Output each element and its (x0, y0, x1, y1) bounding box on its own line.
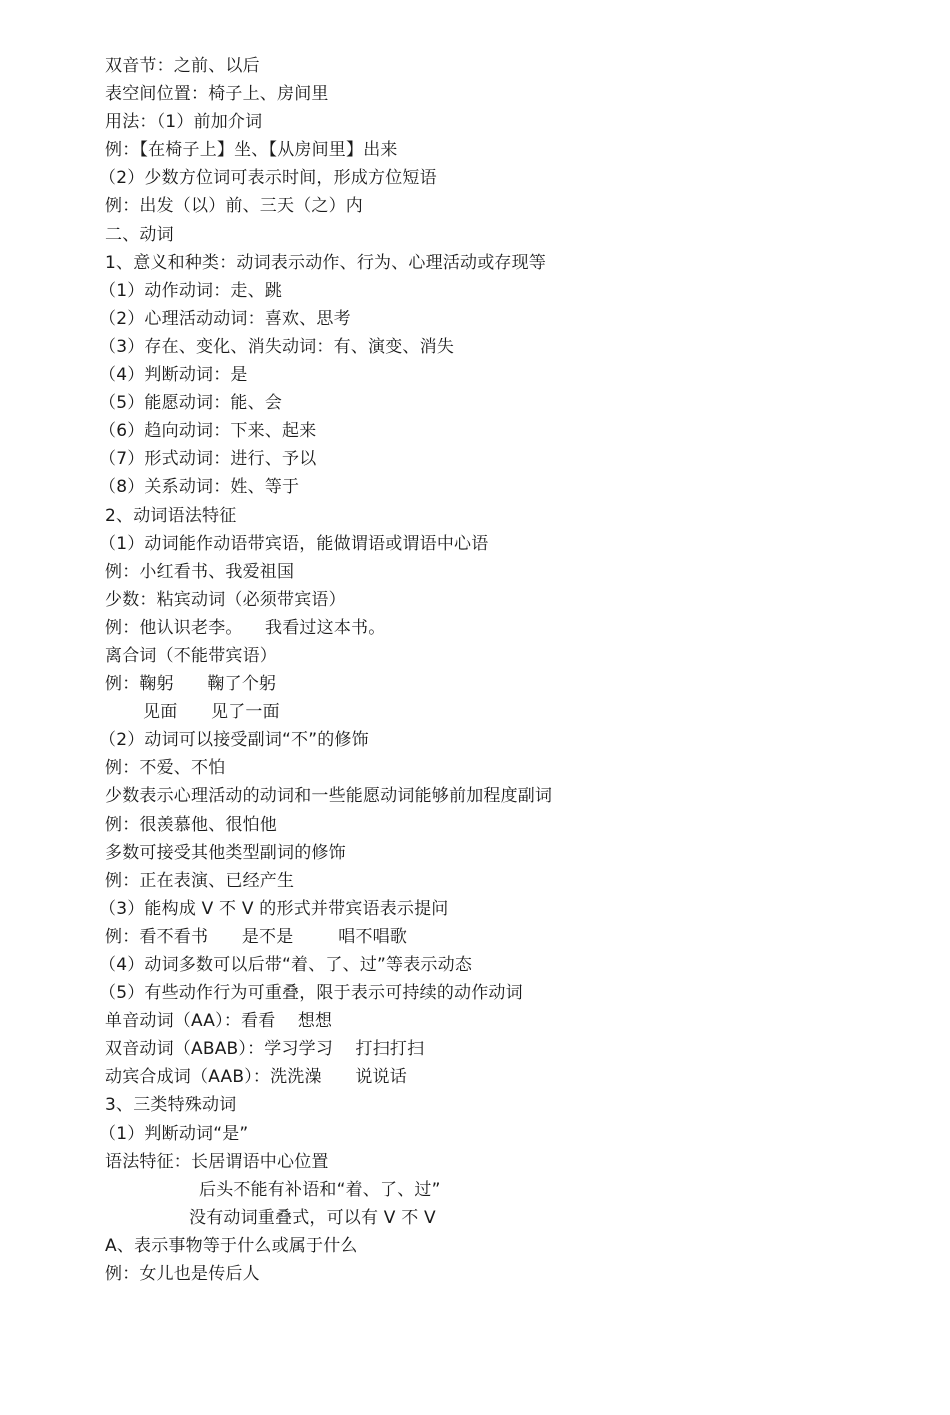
list-item: （4）判断动词：是 (99, 365, 248, 386)
text-line: 例：小红看书、我爱祖国 (105, 561, 295, 582)
subsection-heading: 2、动词语法特征 (105, 505, 237, 526)
text-line: 没有动词重叠式，可以有 V 不 V (189, 1207, 436, 1228)
text-line: 例：鞠躬 鞠了个躬 (105, 674, 277, 695)
text-line: 多数可接受其他类型副词的修饰 (105, 842, 346, 863)
text-line: 双音动词（ABAB）：学习学习 打扫打扫 (105, 1039, 425, 1060)
list-item: （2）动词可以接受副词“不”的修饰 (99, 730, 369, 751)
text-line: 例：很羡慕他、很怕他 (105, 814, 277, 835)
list-item: （6）趋向动词：下来、起来 (99, 421, 317, 442)
text-line: 少数：粘宾动词（必须带宾语） (105, 589, 346, 610)
text-line: 离合词（不能带宾语） (105, 645, 277, 666)
text-line: 见面 见了一面 (143, 702, 280, 723)
list-item: （1）动作动词：走、跳 (99, 280, 283, 301)
text-line: 用法：（1）前加介词 (105, 112, 263, 133)
list-item: （3）能构成 V 不 V 的形式并带宾语表示提问 (99, 898, 449, 919)
list-item: （5）有些动作行为可重叠，限于表示可持续的动作动词 (99, 983, 523, 1004)
list-item: （1）判断动词“是” (99, 1123, 249, 1144)
section-heading: 二、动词 (105, 224, 174, 245)
list-item: （4）动词多数可以后带“着、了、过”等表示动态 (99, 955, 473, 975)
text-line: 例：出发（以）前、三天（之）内 (105, 196, 363, 217)
text-line: 动宾合成词（AAB）：洗洗澡 说说话 (105, 1067, 407, 1088)
list-item: （3）存在、变化、消失动词：有、演变、消失 (99, 336, 455, 357)
text-line: （2）少数方位词可表示时间，形成方位短语 (99, 168, 437, 189)
list-item: （5）能愿动词：能、会 (99, 393, 283, 414)
text-line: 例：看不看书 是不是 唱不唱歌 (105, 926, 408, 947)
text-line: 语法特征：长居谓语中心位置 (105, 1151, 329, 1172)
text-line: 后头不能有补语和“着、了、过” (199, 1179, 441, 1200)
text-line: 双音节：之前、以后 (105, 56, 260, 76)
document-body (99, 52, 905, 1288)
list-item: （2）心理活动动词：喜欢、思考 (99, 308, 351, 329)
text-line: 少数表示心理活动的动词和一些能愿动词能够前加程度副词 (105, 786, 553, 807)
subsection-heading: 3、三类特殊动词 (105, 1095, 237, 1116)
list-item: （8）关系动词：姓、等于 (99, 477, 300, 498)
text-line: 例：不爱、不怕 (105, 758, 226, 779)
text-line: 例：【在椅子上】坐、【从房间里】出来 (105, 140, 398, 161)
text-line: 单音动词（AA）：看看 想想 (105, 1011, 333, 1032)
text-line: 例：他认识老李。 我看过这本书。 (105, 617, 386, 638)
text-line: 表空间位置：椅子上、房间里 (105, 84, 329, 105)
text-line: 例：正在表演、已经产生 (105, 870, 295, 891)
list-item: （7）形式动词：进行、予以 (99, 449, 317, 470)
subsection-heading: 1、意义和种类：动词表示动作、行为、心理活动或存现等 (105, 252, 547, 273)
text-line: 例：女儿也是传后人 (105, 1264, 260, 1285)
list-item: （1）动词能作动语带宾语，能做谓语或谓语中心语 (99, 533, 489, 554)
text-line: A、表示事物等于什么或属于什么 (105, 1235, 358, 1256)
